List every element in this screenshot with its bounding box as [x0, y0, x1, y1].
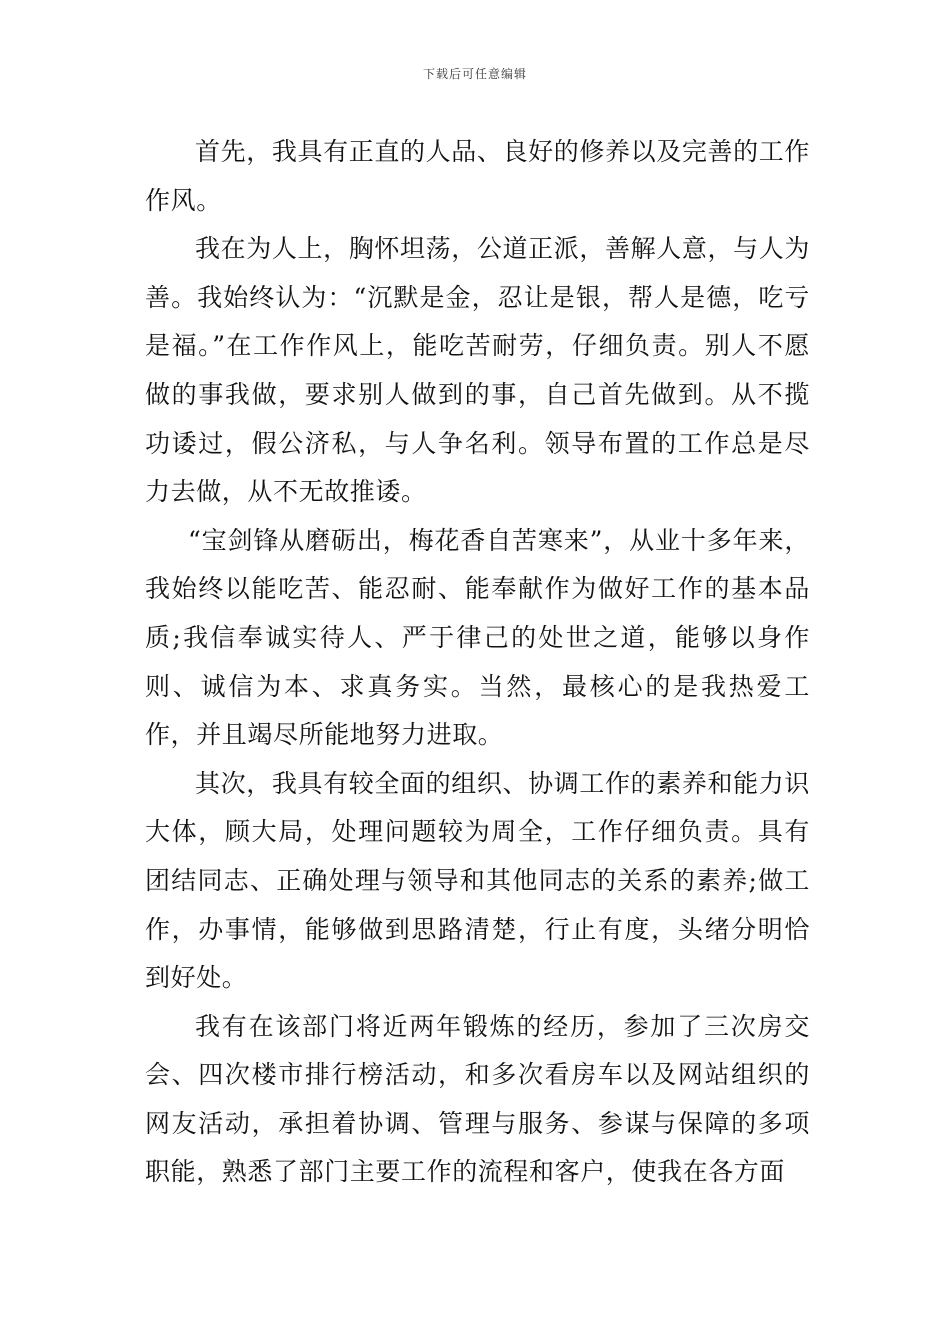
paragraph-1: 首先，我具有正直的人品、良好的修养以及完善的工作作风。	[145, 137, 810, 215]
document-body	[145, 128, 810, 1197]
paragraph-2: 我在为人上，胸怀坦荡，公道正派，善解人意，与人为善。我始终认为：“沉默是金，忍让是银，帮人是德，吃亏是福。”在工作作风上，能吃苦耐劳，仔细负责。别人不愿做的事我做，要求别人做到的事，自己首先做到。从不揽功诿过，假公济私，与人争名利。领导布置的工作总是尽力去做，从不无故推诿。	[145, 234, 810, 507]
paragraph-4: 其次，我具有较全面的组织、协调工作的素养和能力识大体，顾大局，处理问题较为周全，工作仔细负责。具有团结同志、正确处理与领导和其他同志的关系的素养;做工作，办事情，能够做到思路清楚，行止有度，头绪分明恰到好处。	[145, 768, 810, 993]
paragraph-3: “宝剑锋从磨砺出，梅花香自苦寒来”，从业十多年来，我始终以能吃苦、能忍耐、能奉献作为做好工作的基本品质;我信奉诚实待人、严于律己的处世之道，能够以身作则、诚信为本、求真务实。当然，最核心的是我热爱工作，并且竭尽所能地努力进取。	[145, 525, 810, 750]
paragraph-5: 我有在该部门将近两年锻炼的经历，参加了三次房交会、四次楼市排行榜活动，和多次看房车以及网站组织的网友活动，承担着协调、管理与服务、参谋与保障的多项职能，熟悉了部门主要工作的流程和客户，使我在各方面	[145, 1011, 810, 1187]
header-note: 下载后可任意编辑	[422, 67, 527, 81]
